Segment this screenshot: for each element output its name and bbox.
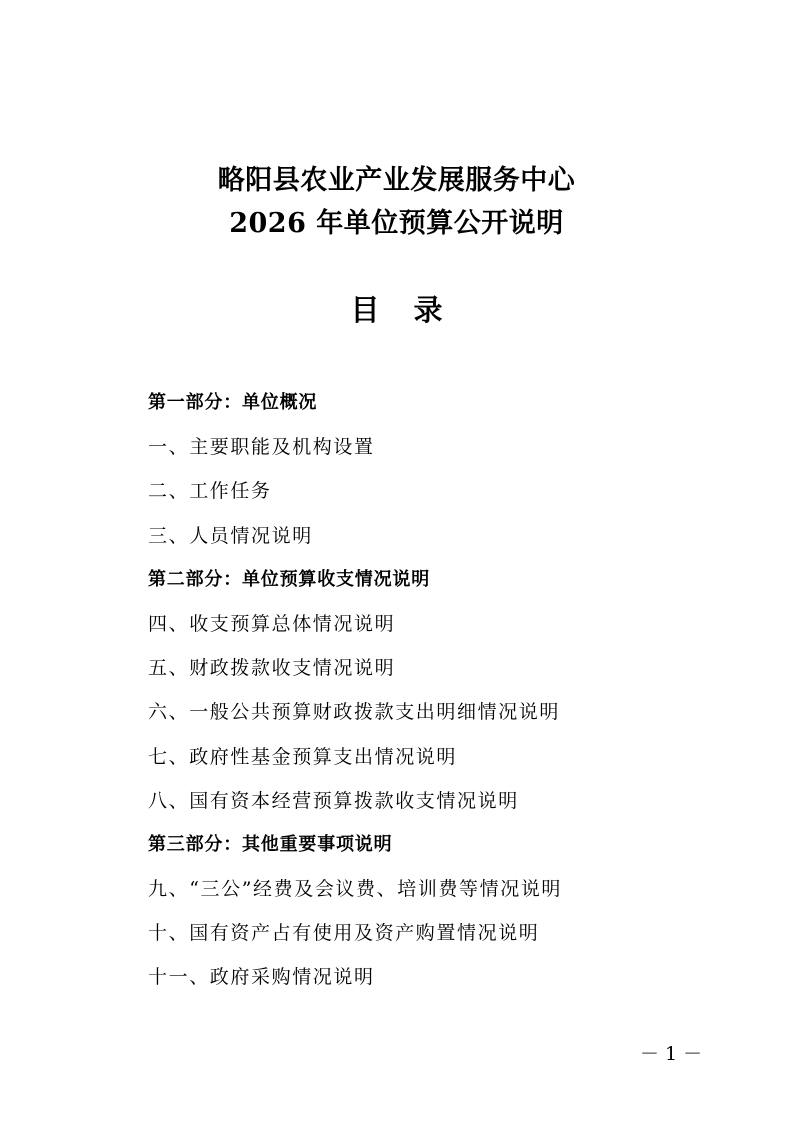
toc-item-4: 四、收支预算总体情况说明 xyxy=(148,612,396,635)
toc-item-10: 十、国有资产占有使用及资产购置情况说明 xyxy=(148,922,540,945)
toc-item-1: 一、主要职能及机构设置 xyxy=(148,436,375,459)
toc-item-8: 八、国有资本经营预算拨款收支情况说明 xyxy=(148,789,519,812)
toc-item-3: 三、人员情况说明 xyxy=(148,524,313,547)
toc-part-1: 第一部分：单位概况 xyxy=(148,392,318,413)
toc-item-11: 十一、政府采购情况说明 xyxy=(148,966,375,989)
table-of-contents xyxy=(148,386,748,1005)
document-title-line-1: 略阳县农业产业发展服务中心 xyxy=(217,165,576,196)
toc-heading: 目录 xyxy=(350,293,477,327)
toc-item-7: 七、政府性基金预算支出情况说明 xyxy=(148,745,458,768)
toc-item-9: 九、“三公”经费及会议费、培训费等情况说明 xyxy=(148,878,563,901)
toc-item-5: 五、财政拨款收支情况说明 xyxy=(148,657,396,680)
toc-part-3: 第三部分：其他重要事项说明 xyxy=(148,833,393,855)
toc-part-2: 第二部分：单位预算收支情况说明 xyxy=(148,568,430,590)
page-number: － 1 － xyxy=(640,1043,703,1065)
toc-item-2: 二、工作任务 xyxy=(148,480,272,503)
document-title-line-2: 2026 年单位预算公开说明 xyxy=(229,208,564,239)
toc-item-6: 六、一般公共预算财政拨款支出明细情况说明 xyxy=(148,701,561,724)
